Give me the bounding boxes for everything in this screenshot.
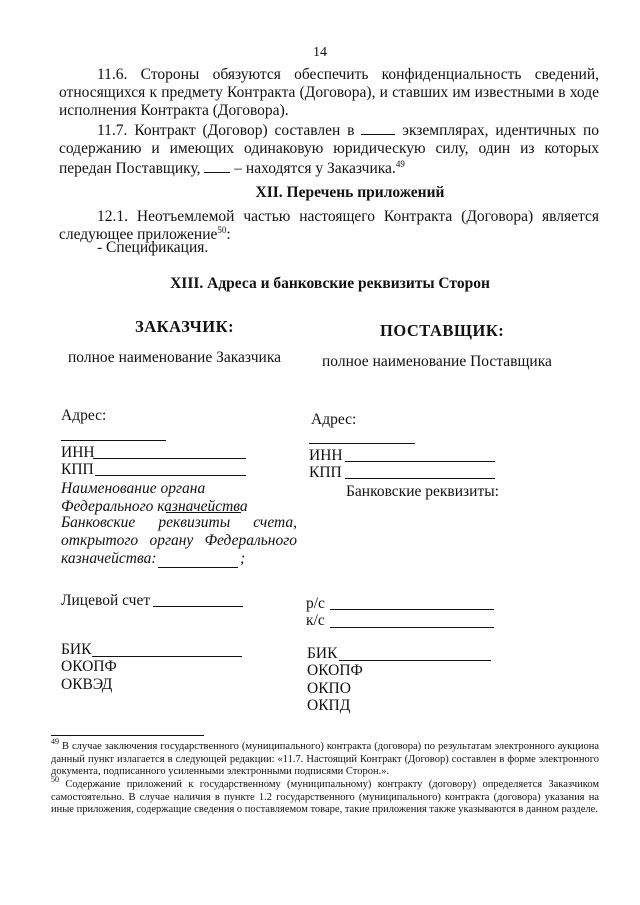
customer-bank-details <box>61 514 297 568</box>
customer-kpp-line <box>95 475 246 476</box>
specification-item: - Спецификация. <box>97 239 209 256</box>
supplier-inn-label: ИНН <box>309 447 343 464</box>
section-12-title: XII. Перечень приложений <box>255 184 445 201</box>
supplier-bank-label: Банковские реквизиты: <box>346 483 499 500</box>
footnote-50 <box>51 775 600 817</box>
customer-okved-label: ОКВЭД <box>61 676 113 693</box>
customer-account-label: Лицевой счет <box>61 592 151 609</box>
supplier-okpo-label: ОКПО <box>307 680 351 697</box>
footnote-49 <box>51 737 600 779</box>
footnote-ref-49: 49 <box>395 159 405 169</box>
customer-bik-line <box>92 656 242 657</box>
supplier-okpd-label: ОКПД <box>307 697 351 714</box>
clause-11-6: 11.6. Стороны обязуются обеспечить конфиденциальность сведений, относящихся к предмету Контракта (Договора), и ставших им известными в ходе исполнения Контракта (Договора). <box>59 66 599 119</box>
copies-blank <box>361 120 395 135</box>
supplier-bik-label: БИК <box>307 645 338 662</box>
supplier-ks-label: к/с <box>306 612 325 629</box>
customer-full-name: полное наименование Заказчика <box>68 349 282 366</box>
clause-11-7-middle: экземплярах, идентичных по содержанию и имеющих одинаковую юридическую силу, один из которых передан Поставщику, <box>59 122 600 177</box>
clause-12-1-colon: : <box>226 226 231 243</box>
supplier-copies-blank <box>204 158 230 173</box>
customer-treasury-line <box>166 512 241 513</box>
supplier-address-label: Адрес: <box>311 411 357 428</box>
customer-address-line <box>61 440 166 441</box>
supplier-rs-line <box>330 609 494 610</box>
supplier-full-name: полное наименование Поставщика <box>322 353 552 370</box>
clause-11-7-start: 11.7. Контракт (Договор) составлен в <box>97 122 355 139</box>
page-number: 14 <box>313 45 327 60</box>
customer-kpp-label: КПП <box>61 461 94 478</box>
customer-title: ЗАКАЗЧИК: <box>135 317 235 336</box>
footnote-50-text: Содержание приложений к государственному (муниципальному) контракту (договору) определяется Заказчиком самостоятельно. В случае наличия в пункте 1.2 государственного (муниципального) контракта (договора) указания на иные приложения, содержащие сведения о поставляемом товаре, такие приложения также указываются в данном разделе. <box>51 779 600 815</box>
supplier-address-line <box>309 443 415 444</box>
clause-11-7-end: – находятся у Заказчика. <box>234 160 396 177</box>
supplier-title: ПОСТАВЩИК: <box>380 321 505 340</box>
supplier-ks-line <box>330 627 494 628</box>
clause-12-1-text: 12.1. Неотъемлемой частью настоящего Контракта (Договора) является следующее приложение <box>59 208 599 243</box>
footnote-ref-50: 50 <box>217 225 227 235</box>
customer-account-line <box>153 606 243 607</box>
customer-bank-details-text: Банковские реквизиты счета, открытого органу Федерального казначейства: <box>61 514 297 567</box>
supplier-kpp-line <box>345 478 495 479</box>
customer-bik-label: БИК <box>61 641 92 658</box>
footnote-separator <box>51 735 204 736</box>
supplier-bik-line <box>339 660 491 661</box>
footnote-50-number: 50 <box>51 775 59 784</box>
customer-treasury-label: Наименование органа Федерального казначейства <box>61 480 248 515</box>
customer-inn-label: ИНН <box>61 444 95 461</box>
section-13-title: XIII. Адреса и банковские реквизиты Сторон <box>170 275 490 292</box>
supplier-okopf-label: ОКОПФ <box>307 662 363 679</box>
customer-inn-line <box>93 458 246 459</box>
customer-bank-line <box>158 567 238 568</box>
customer-bank-semicolon: ; <box>240 550 246 567</box>
customer-address-label: Адрес: <box>61 407 107 424</box>
supplier-rs-label: р/с <box>306 595 325 612</box>
supplier-kpp-label: КПП <box>309 464 342 481</box>
supplier-inn-line <box>345 461 495 462</box>
footnote-49-number: 49 <box>51 737 59 746</box>
clause-11-7 <box>59 120 599 178</box>
customer-okopf-label: ОКОПФ <box>61 658 117 675</box>
footnote-49-text: В случае заключения государственного (муниципального) контракта (договора) по результатам электронного аукциона данный пункт излагается в следующей редакции: «11.7. Настоящий Контракт (Договор) составлен в форме электронного документа, подписанного усиленными электронными подписями Сторон.». <box>51 741 600 777</box>
